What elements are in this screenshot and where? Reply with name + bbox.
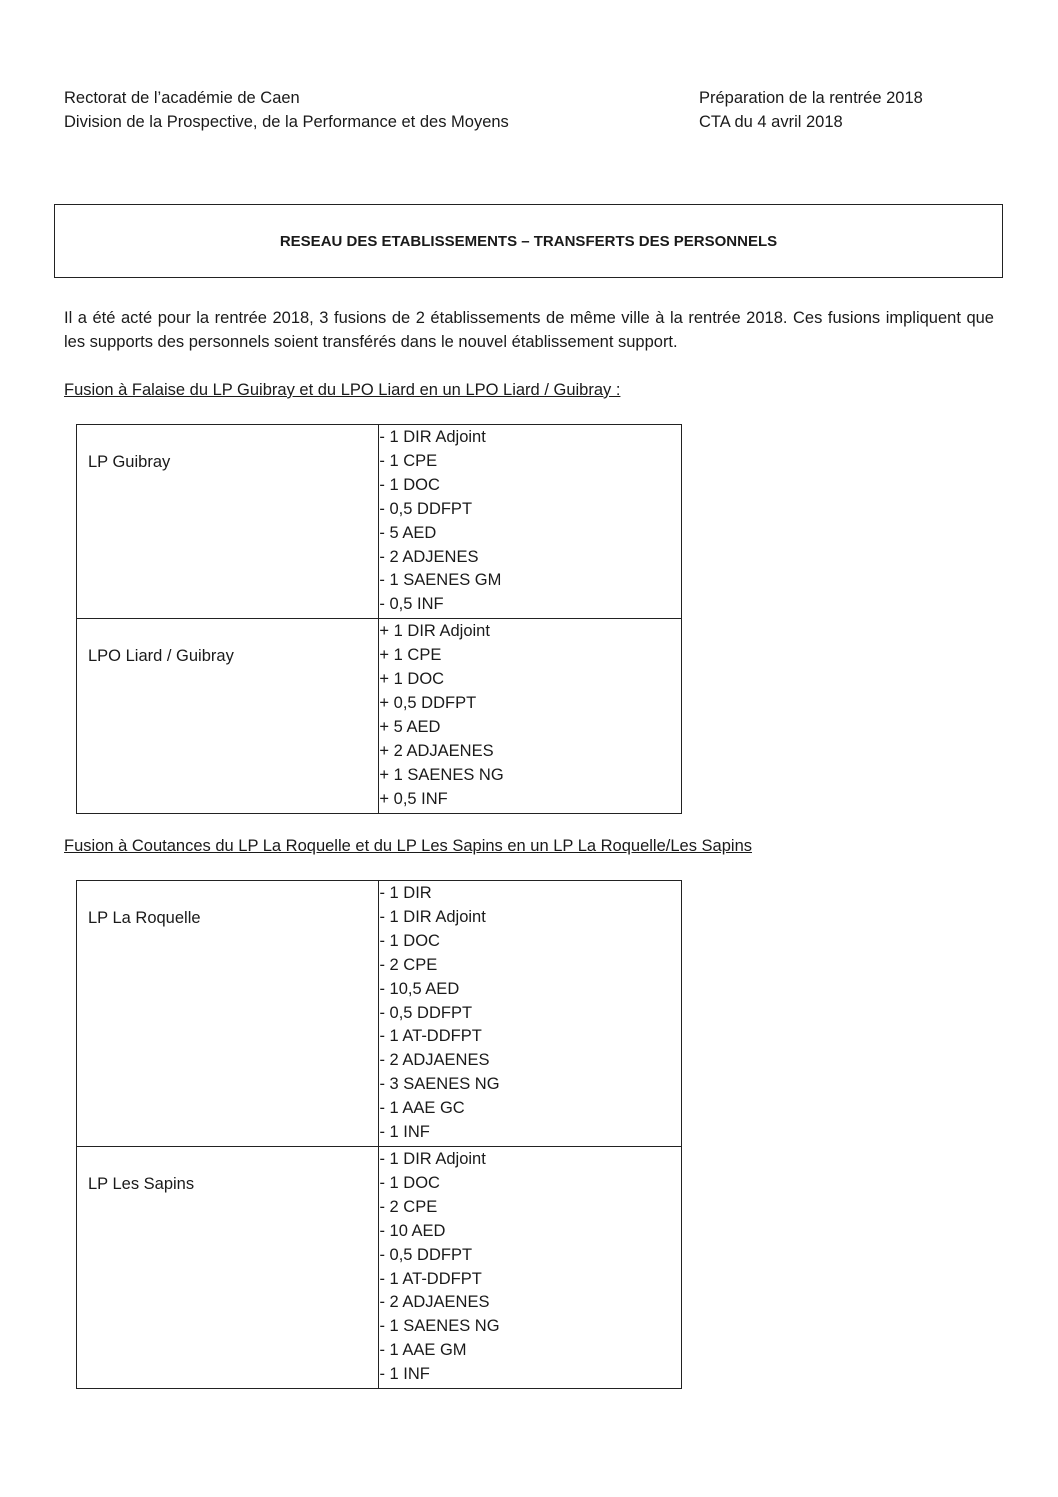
poste-item: - 0,5 DDFPT (379, 499, 473, 518)
poste-item: - 1 DIR Adjoint (379, 1149, 486, 1168)
poste-item: - 2 ADJENES (379, 547, 479, 566)
poste-item: - 2 ADJAENES (379, 1293, 490, 1312)
poste-item: + 1 SAENES NG (379, 765, 504, 784)
table-row (77, 1146, 682, 1388)
poste-item: - 1 INF (379, 1123, 430, 1142)
poste-item: - 1 AAE GM (379, 1341, 467, 1360)
poste-item: - 1 DIR (379, 884, 432, 902)
table-row (77, 881, 682, 1147)
document-date: CTA du 4 avril 2018 (699, 113, 843, 131)
establishment-cell: LPO Liard / Guibray (77, 619, 379, 813)
poste-item: - 1 DOC (379, 475, 440, 494)
poste-item: - 10,5 AED (379, 979, 460, 998)
poste-item: + 0,5 INF (379, 789, 448, 808)
rectorat-name: Rectorat de l’académie de Caen (64, 89, 300, 107)
poste-item: - 1 DIR Adjoint (379, 428, 486, 446)
poste-item: - 1 AT-DDFPT (379, 1269, 482, 1288)
poste-item: + 2 ADJAENES (379, 741, 494, 760)
title-box (54, 204, 1003, 278)
poste-item: - 1 SAENES GM (379, 571, 502, 590)
poste-item: - 10 AED (379, 1221, 446, 1240)
poste-item: - 3 SAENES NG (379, 1075, 500, 1094)
poste-item: - 0,5 DDFPT (379, 1245, 473, 1264)
postes-cell (379, 619, 682, 813)
postes-cell (379, 425, 682, 619)
division-name: Division de la Prospective, de la Performance et des Moyens (64, 113, 509, 131)
poste-item: - 1 INF (379, 1365, 430, 1384)
table-row (77, 619, 682, 813)
poste-item: - 1 DIR Adjoint (379, 907, 486, 926)
section-heading-falaise: Fusion à Falaise du LP Guibray et du LPO Liard en un LPO Liard / Guibray : (64, 381, 621, 399)
establishment-cell: LP Guibray (77, 425, 379, 619)
poste-item: + 5 AED (379, 717, 441, 736)
poste-item: - 1 AAE GC (379, 1099, 465, 1118)
poste-item: + 1 DIR Adjoint (379, 622, 490, 641)
poste-item: + 0,5 DDFPT (379, 693, 477, 712)
poste-item: + 1 DOC (379, 670, 445, 689)
poste-item: - 1 CPE (379, 451, 438, 470)
poste-item: + 1 CPE (379, 646, 442, 665)
poste-item: - 2 CPE (379, 955, 438, 974)
poste-item: - 2 CPE (379, 1197, 438, 1216)
poste-item: - 2 ADJAENES (379, 1051, 490, 1070)
poste-item: - 0,5 INF (379, 595, 444, 614)
poste-item: - 5 AED (379, 523, 437, 542)
header-left (64, 86, 509, 134)
postes-cell (379, 1146, 682, 1388)
poste-item: - 1 AT-DDFPT (379, 1027, 482, 1046)
document-title: RESEAU DES ETABLISSEMENTS – TRANSFERTS DES PERSONNELS (279, 232, 778, 250)
intro-paragraph: Il a été acté pour la rentrée 2018, 3 fusions de 2 établissements de même ville à la rentrée 2018. Ces fusions impliquent que les supports des personnels soient transférés dans le nouvel établissement support. (64, 309, 994, 351)
poste-item: - 1 DOC (379, 1173, 440, 1192)
establishment-cell: LP Les Sapins (77, 1146, 379, 1388)
transfer-table-coutances (76, 880, 682, 1389)
document-subject: Préparation de la rentrée 2018 (699, 89, 923, 107)
transfer-table-falaise (76, 424, 682, 814)
table-row (77, 425, 682, 619)
section-heading-coutances: Fusion à Coutances du LP La Roquelle et du LP Les Sapins en un LP La Roquelle/Les Sapins (64, 837, 752, 855)
header-right (699, 86, 923, 134)
postes-cell (379, 881, 682, 1147)
poste-item: - 0,5 DDFPT (379, 1003, 473, 1022)
poste-item: - 1 DOC (379, 931, 440, 950)
poste-item: - 1 SAENES NG (379, 1317, 500, 1336)
establishment-cell: LP La Roquelle (77, 881, 379, 1147)
